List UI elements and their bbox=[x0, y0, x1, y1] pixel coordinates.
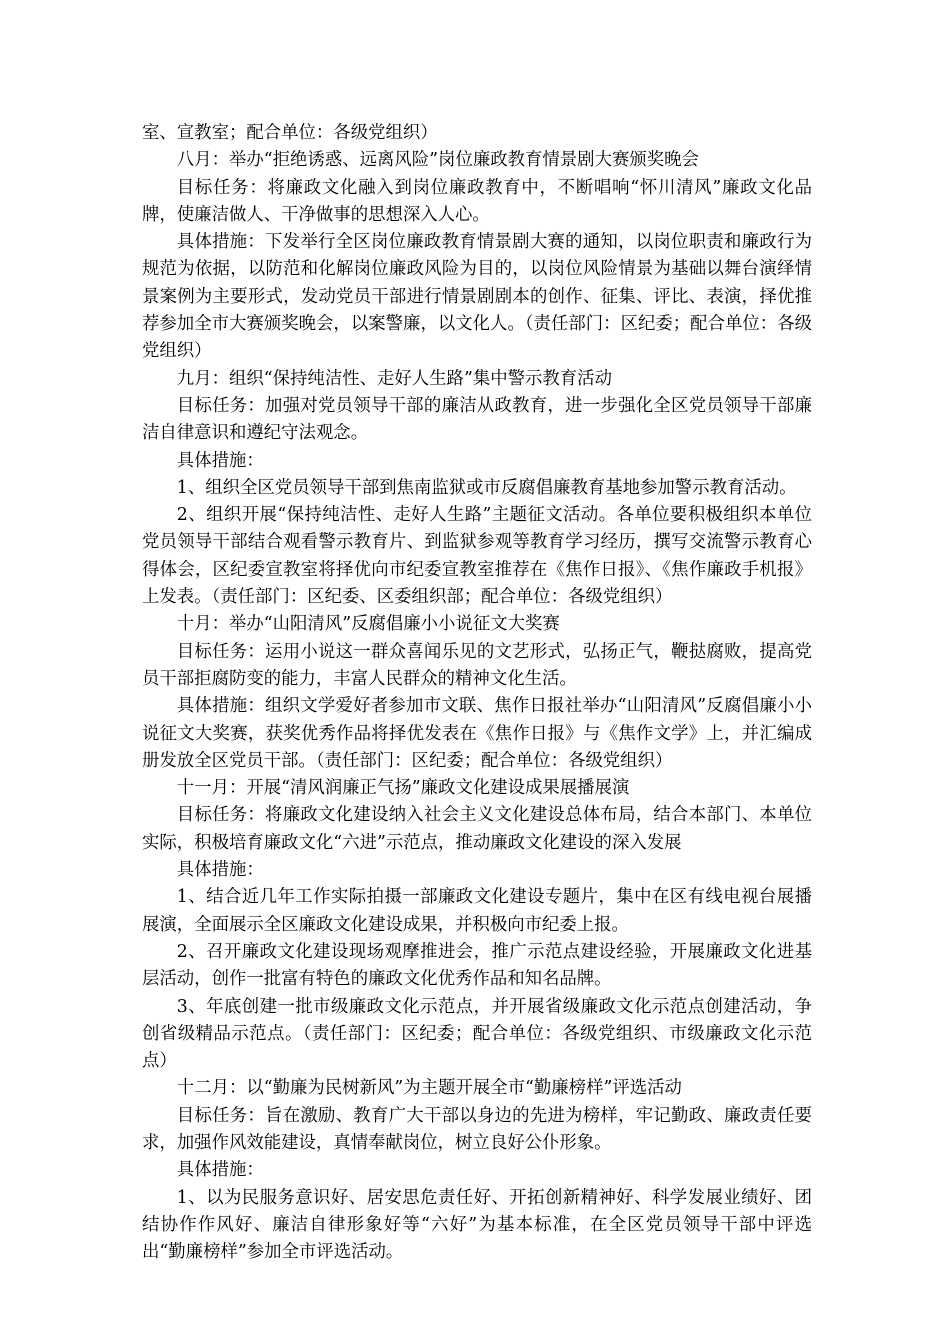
heading-august: 八月：举办“拒绝诱惑、远离风险”岗位廉政教育情景剧大赛颁奖晚会 bbox=[176, 150, 699, 171]
paragraph-august-measures: 具体措施：下发举行全区岗位廉政教育情景剧大赛的通知，以岗位职责和廉政行为规范为依据，以防范和化解岗位廉政风险为目的，以岗位风险情景为基础以舞台演绎情景案例为主要形式，发动党员干部进行情景剧剧本的创作、征集、评比、表演，择优推荐参加全市大赛颁奖晚会，以案警廉，以文化人。（责任部门：区纪委；配合单位：各级党组织） bbox=[142, 232, 812, 362]
paragraph-december-measures-label: 具体措施： bbox=[176, 1160, 264, 1181]
heading-october: 十月：举办“山阳清风”反腐倡廉小小说征文大奖赛 bbox=[176, 614, 560, 635]
paragraph-november-measures-label: 具体措施： bbox=[176, 860, 264, 881]
heading-december: 十二月：以“勤廉为民树新风”为主题开展全市“勤廉榜样”评选活动 bbox=[176, 1078, 682, 1099]
paragraph-november-goal: 目标任务：将廉政文化建设纳入社会主义文化建设总体布局，结合本部门、本单位实际，积极培育廉政文化“六进”示范点，推动廉政文化建设的深入发展 bbox=[142, 805, 812, 853]
paragraph-september-measures-label: 具体措施： bbox=[176, 450, 264, 471]
paragraph-december-item-1: 1、以为民服务意识好、居安思危责任好、开拓创新精神好、科学发展业绩好、团结协作作风好、廉洁自律形象好等“六好”为基本标准，在全区党员领导干部中评选出“勤廉榜样”参加全市评选活动。 bbox=[142, 1187, 812, 1263]
paragraph-continuation: 室、宣教室；配合单位：各级党组织） bbox=[142, 123, 438, 143]
paragraph-november-item-1: 1、结合近几年工作实际拍摄一部廉政文化建设专题片，集中在区有线电视台展播展演，全面展示全区廉政文化建设成果，并积极向市纪委上报。 bbox=[142, 887, 812, 935]
paragraph-november-item-2: 2、召开廉政文化建设现场观摩推进会，推广示范点建设经验，开展廉政文化进基层活动，创作一批富有特色的廉政文化优秀作品和知名品牌。 bbox=[142, 941, 812, 990]
paragraph-september-item-1: 1、组织全区党员领导干部到焦南监狱或市反腐倡廉教育基地参加警示教育活动。 bbox=[176, 477, 797, 498]
heading-september: 九月：组织“保持纯洁性、走好人生路”集中警示教育活动 bbox=[176, 368, 612, 389]
paragraph-october-goal: 目标任务：运用小说这一群众喜闻乐见的文艺形式，弘扬正气，鞭挞腐败，提高党员干部拒腐防变的能力，丰富人民群众的精神文化生活。 bbox=[142, 641, 812, 689]
heading-november: 十一月：开展“清风润廉正气扬”廉政文化建设成果展播展演 bbox=[176, 778, 630, 799]
paragraph-september-goal: 目标任务：加强对党员领导干部的廉洁从政教育，进一步强化全区党员领导干部廉洁自律意识和遵纪守法观念。 bbox=[142, 395, 812, 444]
paragraph-september-item-2: 2、组织开展“保持纯洁性、走好人生路”主题征文活动。各单位要积极组织本单位党员领导干部结合观看警示教育片、到监狱参观等教育学习经历，撰写交流警示教育心得体会，区纪委宣教室将择优向市纪委宣教室推荐在《焦作日报》、《焦作廉政手机报》上发表。（责任部门：区纪委、区委组织部；配合单位：各级党组织） bbox=[142, 505, 812, 608]
paragraph-august-goal: 目标任务：将廉政文化融入到岗位廉政教育中，不断唱响“怀川清风”廉政文化品牌，使廉洁做人、干净做事的思想深入人心。 bbox=[142, 177, 812, 225]
paragraph-november-item-3: 3、年底创建一批市级廉政文化示范点，并开展省级廉政文化示范点创建活动，争创省级精品示范点。（责任部门：区纪委；配合单位：各级党组织、市级廉政文化示范点） bbox=[142, 996, 812, 1072]
paragraph-december-goal: 目标任务：旨在激励、教育广大干部以身边的先进为榜样，牢记勤政、廉政责任要求，加强作风效能建设，真情奉献岗位，树立良好公仆形象。 bbox=[142, 1105, 812, 1153]
document-body bbox=[142, 120, 812, 1266]
paragraph-october-measures: 具体措施：组织文学爱好者参加市文联、焦作日报社举办“山阳清风”反腐倡廉小小说征文大奖赛，获奖优秀作品将择优发表在《焦作日报》与《焦作文学》上，并汇编成册发放全区党员干部。（责任部门：区纪委；配合单位：各级党组织） bbox=[142, 696, 812, 771]
